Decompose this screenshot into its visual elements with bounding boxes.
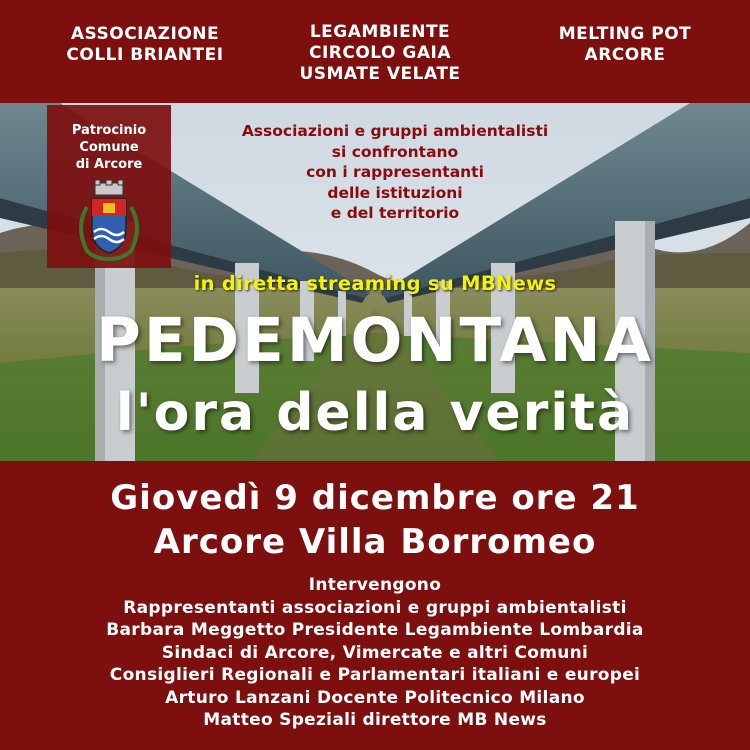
organizer-line: LEGAMBIENTE [309,22,451,42]
patrocinio-line: Patrocinio [71,123,147,138]
event-place: Arcore Villa Borromeo [153,522,597,562]
speaker-line: Matteo Speziali direttore MB News [203,710,547,730]
subheadline: l'ora della verità [115,383,635,443]
organizer-line: USMATE VELATE [299,64,461,84]
organizer-line: ARCORE [584,45,666,65]
associations-line: si confrontano [331,142,459,161]
organizer-colli-briantei [30,24,260,66]
patrocinio-line: Comune [79,140,139,155]
speaker-line: Arturo Lanzani Docente Politecnico Milano [165,687,585,708]
associations-line: Associazioni e gruppi ambientalisti [241,122,549,140]
speakers-list [0,574,750,732]
associations-line: con i rappresentanti [306,163,484,181]
speaker-line: Sindaci di Arcore, Vimercate e altri Comuni [161,642,589,663]
speaker-line: Consiglieri Regionali e Parlamentari italiani e europei [109,665,641,685]
organizer-melting-pot [520,24,730,66]
speaker-line: Rappresentanti associazioni e gruppi ambientalisti [123,597,627,618]
arcore-coat-of-arms-icon [65,177,153,265]
organizer-line: CIRCOLO GAIA [308,43,451,63]
speaker-line: Barbara Meggetto Presidente Legambiente Lombardia [106,620,644,640]
associations-line: e del territorio [330,204,460,222]
event-date: Giovedì 9 dicembre ore 21 [110,478,640,518]
patrocinio-text [47,122,171,173]
headline: PEDEMONTANA [96,305,654,376]
organizer-line: COLLI BRIANTEI [66,45,224,65]
organizer-line: MELTING POT [558,24,692,44]
organizer-line: ASSOCIAZIONE [70,24,220,44]
organizer-legambiente [270,22,490,85]
patrocinio-box [47,105,171,268]
associations-text [220,121,570,224]
patrocinio-line: di Arcore [75,157,143,172]
streaming-text: in diretta streaming su MBNews [193,272,557,295]
speakers-heading: Intervengono [308,575,442,595]
top-band [0,0,750,103]
associations-line: delle istituzioni [327,183,463,202]
